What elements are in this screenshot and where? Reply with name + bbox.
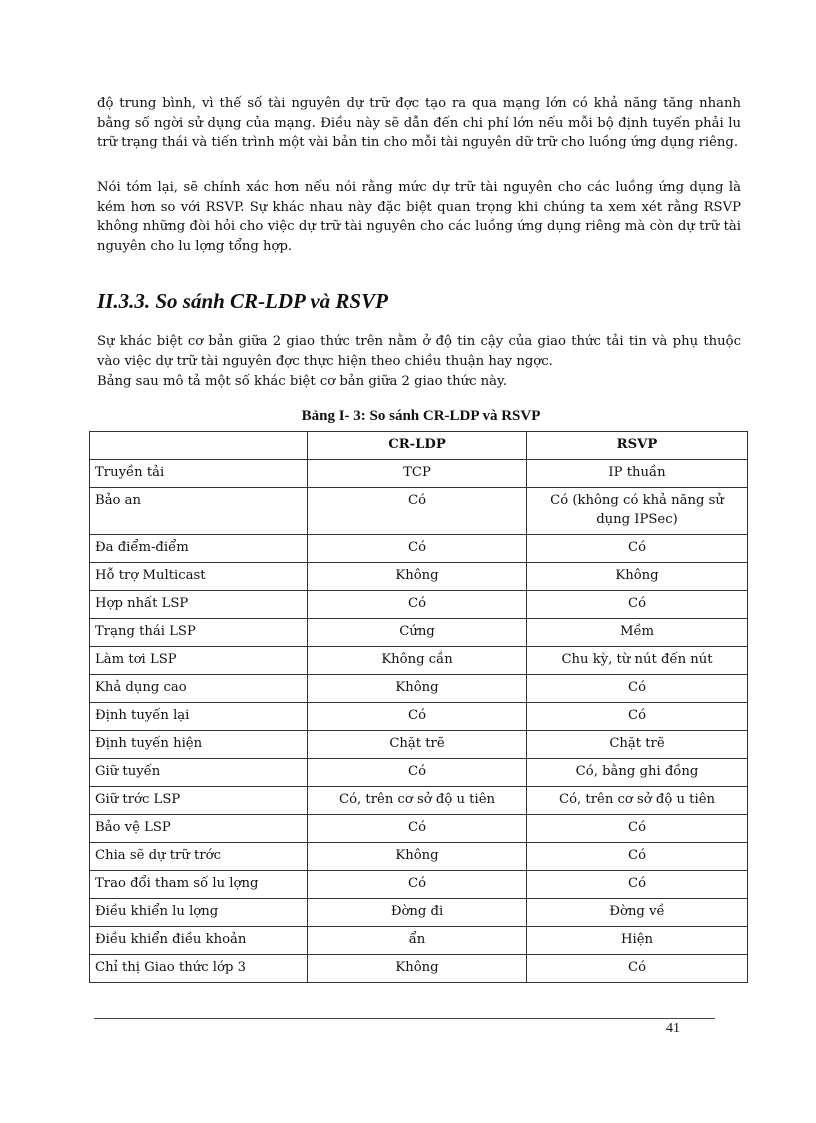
- crldp-cell: ẩn: [308, 927, 527, 955]
- rsvp-cell: Có: [527, 815, 748, 843]
- paragraph-basic-difference: Sự khác biệt cơ bản giữa 2 giao thức trên nằm ở độ tin cậy của giao thức tải tin và phụ thuộc vào việc dự trữ tài nguyên đợc thực hiện theo chiều thuận hay ngợc.: [97, 334, 741, 369]
- rsvp-cell: Không: [527, 563, 748, 591]
- table-row: [90, 563, 748, 591]
- table-row: [90, 759, 748, 787]
- crldp-cell: Không: [308, 843, 527, 871]
- rsvp-cell: IP thuần: [527, 460, 748, 488]
- feature-cell: Trao đổi tham số lu lợng: [90, 871, 308, 899]
- rsvp-cell: Có, bằng ghi đồng: [527, 759, 748, 787]
- footer-divider: [94, 1018, 715, 1019]
- table-row: [90, 871, 748, 899]
- header-cell-rsvp: RSVP: [527, 432, 748, 460]
- feature-cell: Định tuyến hiện: [90, 731, 308, 759]
- crldp-cell: Chặt trẽ: [308, 731, 527, 759]
- table-row: [90, 591, 748, 619]
- crldp-cell: Có: [308, 488, 527, 535]
- table-row: [90, 488, 748, 535]
- crldp-cell: TCP: [308, 460, 527, 488]
- table-row: [90, 927, 748, 955]
- crldp-cell: Có, trên cơ sở độ u tiên: [308, 787, 527, 815]
- table-row: [90, 731, 748, 759]
- feature-cell: Chỉ thị Giao thức lớp 3: [90, 955, 308, 983]
- feature-cell: Trạng thái LSP: [90, 619, 308, 647]
- rsvp-cell: Chu kỳ, từ nút đến nút: [527, 647, 748, 675]
- feature-cell: Hỗ trợ Multicast: [90, 563, 308, 591]
- rsvp-cell: Có, trên cơ sở độ u tiên: [527, 787, 748, 815]
- header-cell-crldp: CR-LDP: [308, 432, 527, 460]
- rsvp-cell: Có: [527, 535, 748, 563]
- feature-cell: Giữ trớc LSP: [90, 787, 308, 815]
- feature-cell: Định tuyến lại: [90, 703, 308, 731]
- rsvp-cell: Hiện: [527, 927, 748, 955]
- table-row: [90, 619, 748, 647]
- crldp-cell: Có: [308, 871, 527, 899]
- feature-cell: Giữ tuyến: [90, 759, 308, 787]
- table-caption: Bảng I- 3: So sánh CR-LDP và RSVP: [301, 408, 541, 424]
- crldp-cell: Có: [308, 759, 527, 787]
- rsvp-cell: Có: [527, 871, 748, 899]
- rsvp-cell: Có: [527, 675, 748, 703]
- paragraph-table-intro: Bảng sau mô tả một số khác biệt cơ bản giữa 2 giao thức này.: [97, 374, 507, 389]
- feature-cell: Truyền tải: [90, 460, 308, 488]
- table-row: [90, 843, 748, 871]
- feature-cell: Điều khiển điều khoản: [90, 927, 308, 955]
- crldp-cell: Không cần: [308, 647, 527, 675]
- table-row: [90, 787, 748, 815]
- table-row: [90, 955, 748, 983]
- feature-cell: Khả dụng cao: [90, 675, 308, 703]
- rsvp-cell: Có: [527, 703, 748, 731]
- table-row: [90, 815, 748, 843]
- table-row: [90, 647, 748, 675]
- table-row: [90, 460, 748, 488]
- crldp-cell: Không: [308, 563, 527, 591]
- crldp-cell: Có: [308, 703, 527, 731]
- crldp-cell: Không: [308, 955, 527, 983]
- feature-cell: Đa điểm-điểm: [90, 535, 308, 563]
- feature-cell: Chia sẽ dự trữ trớc: [90, 843, 308, 871]
- section-heading: II.3.3. So sánh CR-LDP và RSVP: [97, 289, 388, 313]
- table-row: [90, 535, 748, 563]
- table-row: [90, 899, 748, 927]
- rsvp-cell: Có (không có khả năng sử dụng IPSec): [527, 488, 748, 535]
- crldp-cell: Có: [308, 815, 527, 843]
- table-row: [90, 703, 748, 731]
- paragraph-resource-reservation: độ trung bình, vì thế số tài nguyên dự trữ đợc tạo ra qua mạng lớn có khả năng tăng nhanh bằng số ngời sử dụng của mạng. Điều này sẽ dẫn đến chi phí lớn nếu mỗi bộ định tuyến phải lu trữ trạng thái và tiến trình một vài bản tin cho mỗi tài nguyên dữ trữ cho luồng ứng dụng riêng.: [97, 96, 741, 150]
- feature-cell: Bảo vệ LSP: [90, 815, 308, 843]
- rsvp-cell: Có: [527, 843, 748, 871]
- feature-cell: Bảo an: [90, 488, 308, 535]
- crldp-cell: Có: [308, 591, 527, 619]
- feature-cell: Hợp nhất LSP: [90, 591, 308, 619]
- crldp-cell: Đờng đi: [308, 899, 527, 927]
- rsvp-cell: Có: [527, 955, 748, 983]
- paragraph-summary: Nói tóm lại, sẽ chính xác hơn nếu nói rằng mức dự trữ tài nguyên cho các luồng ứng dụng là kém hơn so với RSVP. Sự khác nhau này đặc biệt quan trọng khi chúng ta xem xét rằng RSVP không những đòi hỏi cho việc dự trữ tài nguyên cho các luồng ứng dụng riêng mà còn dự trữ tài nguyên cho lu lợng tổng hợp.: [97, 180, 741, 254]
- page-number: 41: [666, 1021, 680, 1036]
- crldp-cell: Cứng: [308, 619, 527, 647]
- feature-cell: Điều khiển lu lợng: [90, 899, 308, 927]
- comparison-table: [89, 431, 748, 983]
- feature-cell: Làm tơi LSP: [90, 647, 308, 675]
- table-header-row: [90, 432, 748, 460]
- rsvp-cell: Đờng về: [527, 899, 748, 927]
- crldp-cell: Không: [308, 675, 527, 703]
- rsvp-cell: Chặt trẽ: [527, 731, 748, 759]
- table-row: [90, 675, 748, 703]
- crldp-cell: Có: [308, 535, 527, 563]
- header-cell-feature: [90, 432, 308, 460]
- rsvp-cell: Có: [527, 591, 748, 619]
- rsvp-cell: Mềm: [527, 619, 748, 647]
